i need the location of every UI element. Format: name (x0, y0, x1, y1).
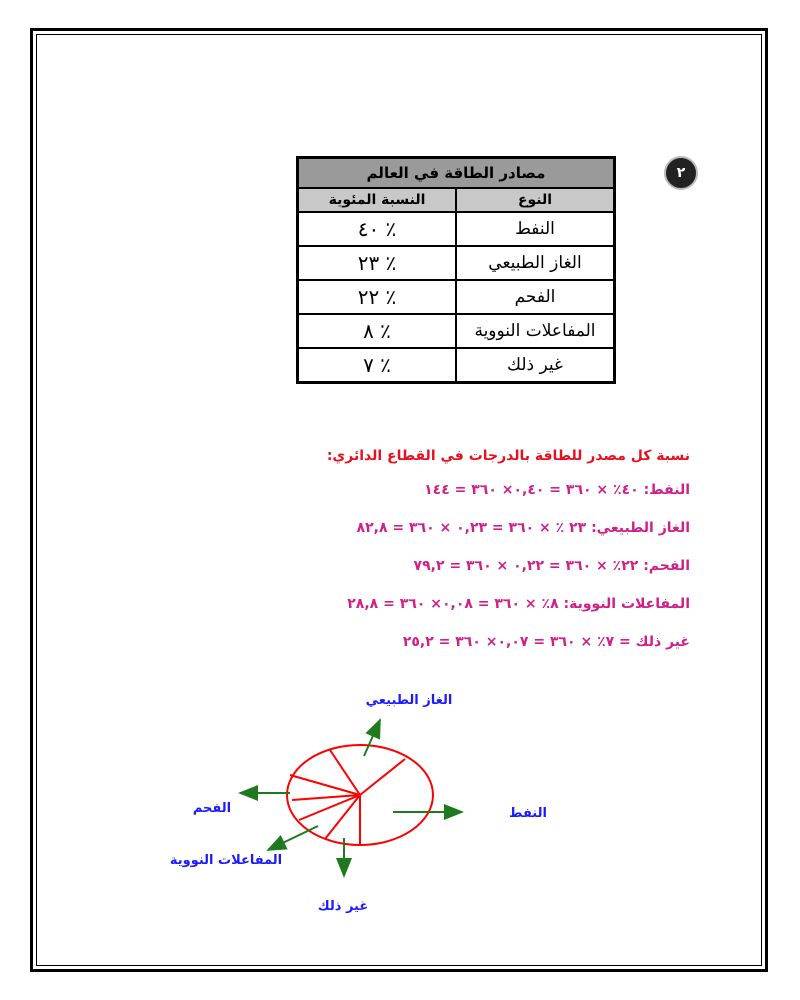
calc-label: غير ذلك = (619, 634, 690, 650)
row-percent: ٪ ٧ (298, 348, 457, 383)
row-percent: ٪ ٨ (298, 314, 457, 348)
row-percent: ٪ ٢٢ (298, 280, 457, 314)
pie-label-nuclear: المفاعلات النووية (169, 853, 283, 868)
table-title: مصادر الطاقة في العالم (298, 158, 615, 189)
calc-expression: ٧٪ × ٣٦٠ = ٠,٠٧× ٣٦٠ = ٢٥,٢ (402, 634, 615, 650)
calc-label: المفاعلات النووية: (563, 596, 690, 612)
calc-expression: ٢٢٪ × ٣٦٠ = ٠,٢٢ × ٣٦٠ = ٧٩,٢ (413, 558, 639, 574)
row-type: الغاز الطبيعي (456, 246, 615, 280)
pie-slice-divider (360, 759, 405, 795)
row-type: النفط (456, 212, 615, 246)
row-type: الفحم (456, 280, 615, 314)
pie-label-coal: الفحم (192, 801, 232, 816)
calc-label: الغاز الطبيعي: (591, 520, 690, 536)
pie-label-gas: الغاز الطبيعي (365, 693, 453, 708)
pie-label-other: غير ذلك (317, 899, 369, 914)
row-type: المفاعلات النووية (456, 314, 615, 348)
question-number-badge: ٢ (664, 156, 698, 190)
calc-label: النفط: (643, 482, 690, 498)
arrow-nuclear (268, 826, 318, 850)
row-percent: ٪ ٤٠ (298, 212, 457, 246)
row-percent: ٪ ٢٣ (298, 246, 457, 280)
row-type: غير ذلك (456, 348, 615, 383)
calc-label: الفحم: (643, 558, 690, 574)
calc-expression: ٤٠٪ × ٣٦٠ = ٠,٤٠× ٣٦٠ = ١٤٤ (424, 482, 639, 498)
calculation-heading: نسبة كل مصدر للطاقة بالدرجات في القطاع الدائري: (326, 448, 690, 464)
calc-expression: ٨٪ × ٣٦٠ = ٠,٠٨× ٣٦٠ = ٢٨,٨ (347, 596, 559, 612)
header-percent: النسبة المئوية (298, 188, 457, 212)
arrow-gas (364, 720, 380, 756)
header-type: النوع (456, 188, 615, 212)
calc-expression: ٢٣ ٪ × ٣٦٠ = ٠,٢٣ × ٣٦٠ = ٨٢,٨ (356, 520, 587, 536)
pie-label-oil: النفط (509, 806, 547, 821)
